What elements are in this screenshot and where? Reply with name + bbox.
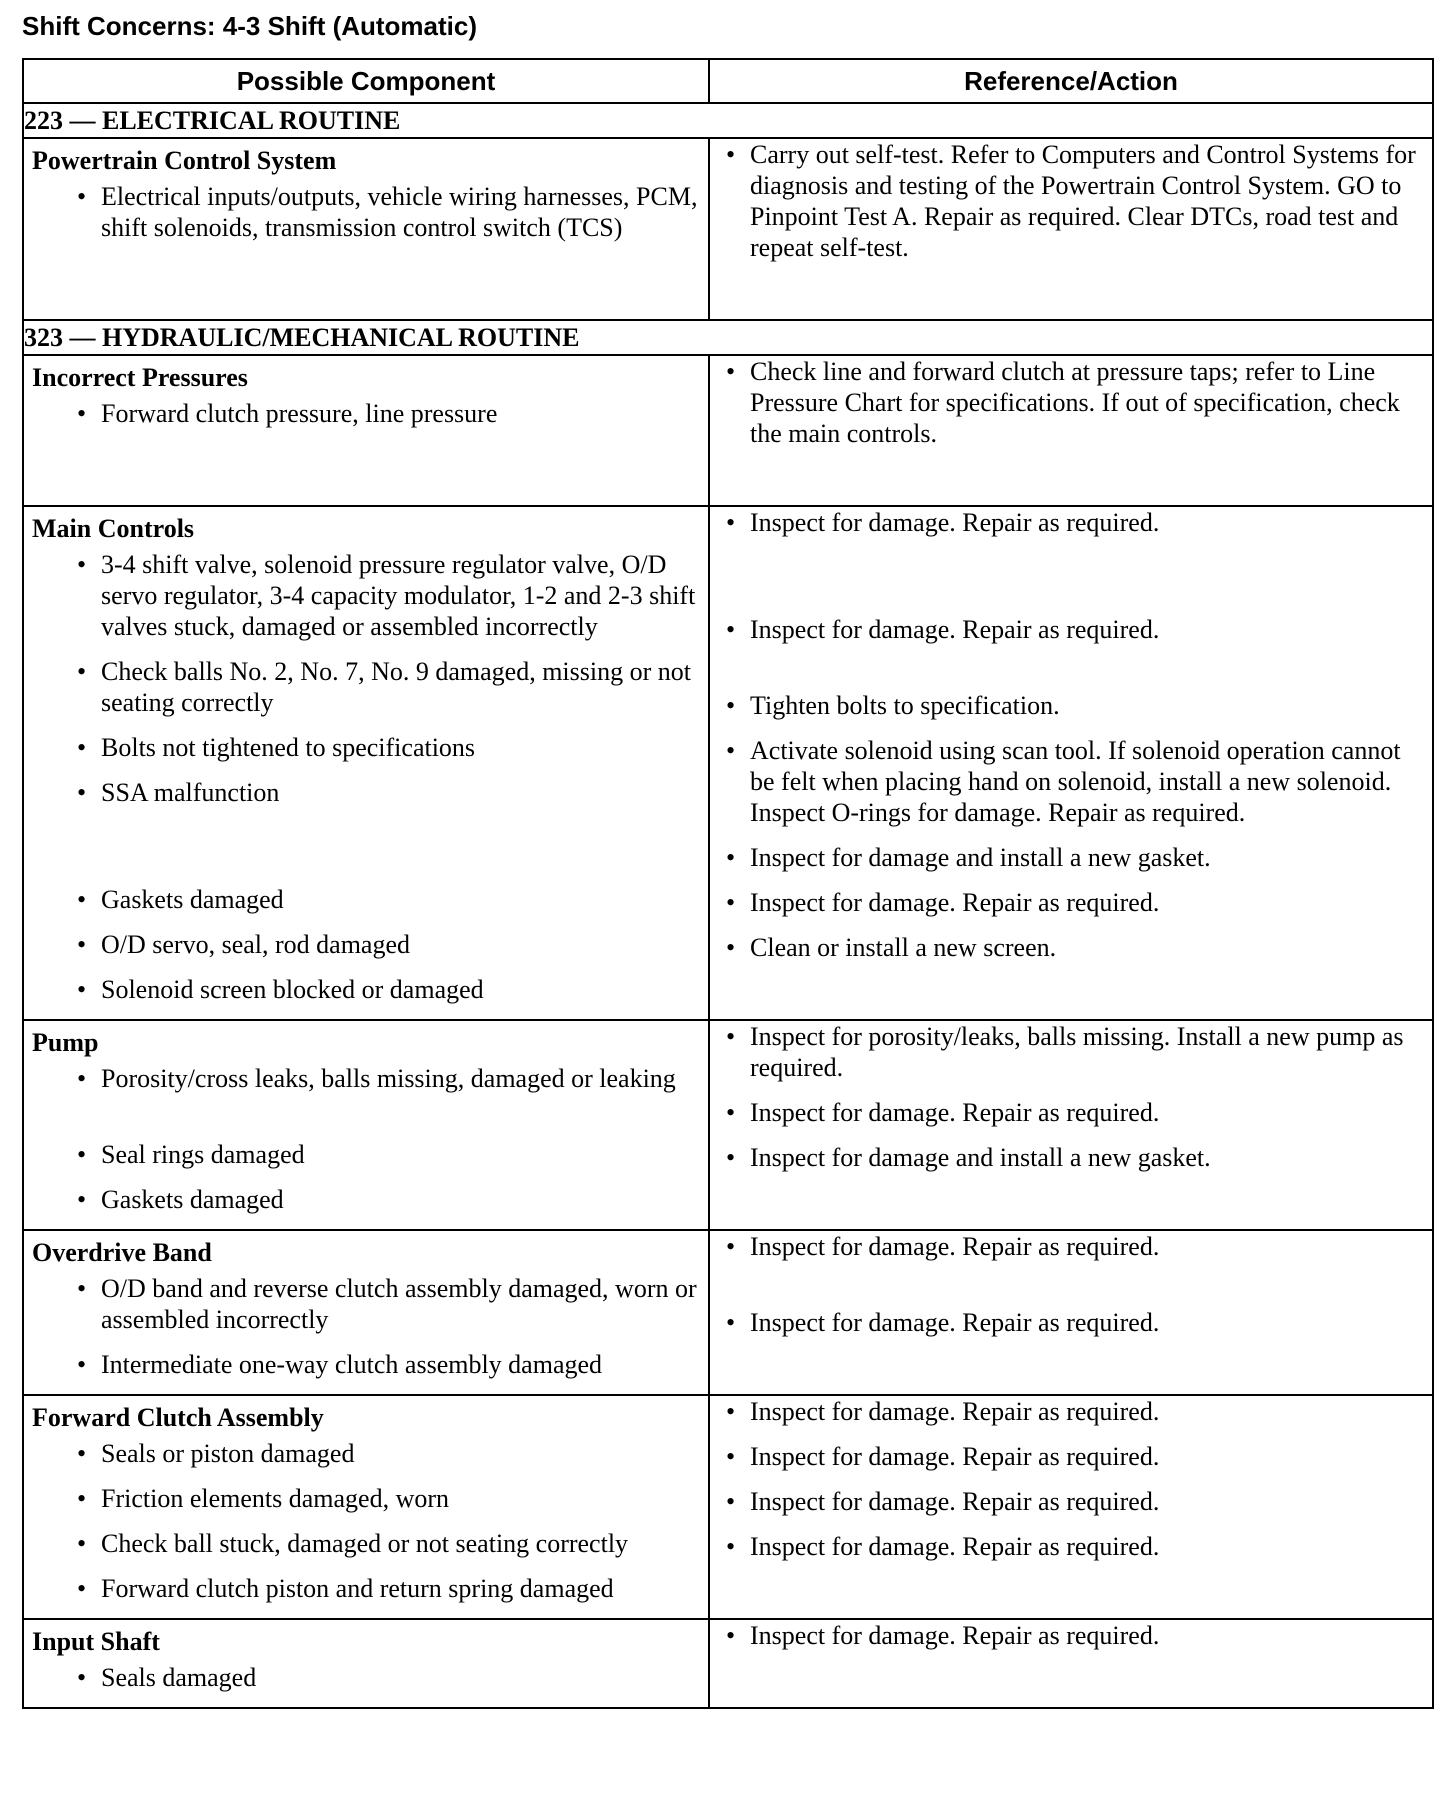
action-cell — [709, 355, 1433, 506]
component-item: • Seal rings damaged — [24, 1139, 708, 1170]
action-item: • Inspect for damage. Repair as required. — [710, 1307, 1432, 1338]
component-item: • Seals damaged — [24, 1662, 708, 1693]
action-item: • Inspect for damage. Repair as required. — [710, 1441, 1432, 1472]
group-title: Forward Clutch Assembly — [32, 1403, 324, 1432]
action-item: • Clean or install a new screen. — [710, 932, 1432, 963]
action-item: • Inspect for damage. Repair as required. — [710, 1097, 1432, 1128]
component-item: • Check balls No. 2, No. 7, No. 9 damaged, missing or not seating correctly — [24, 656, 708, 718]
action-item: • Inspect for damage. Repair as required. — [710, 507, 1432, 600]
component-item: • Forward clutch pressure, line pressure — [24, 398, 708, 491]
action-item: • Inspect for damage. Repair as required. — [710, 1486, 1432, 1517]
group-row — [23, 506, 1433, 1020]
group-title: Main Controls — [32, 514, 195, 543]
group-row — [23, 355, 1433, 506]
action-item: • Inspect for damage and install a new gasket. — [710, 842, 1432, 873]
component-item: • Electrical inputs/outputs, vehicle wiring harnesses, PCM, shift solenoids, transmission control switch (TCS) — [24, 181, 708, 305]
action-item: • Inspect for damage. Repair as required. — [710, 1396, 1432, 1427]
component-item: • Gaskets damaged — [24, 884, 708, 915]
component-item: • Check ball stuck, damaged or not seating correctly — [24, 1528, 708, 1559]
component-item: • SSA malfunction — [24, 777, 708, 870]
group-row — [23, 1230, 1433, 1395]
action-item: • Inspect for damage. Repair as required. — [710, 1620, 1432, 1651]
action-cell — [709, 1230, 1433, 1395]
action-item: • Inspect for damage and install a new gasket. — [710, 1142, 1432, 1173]
action-item: • Inspect for damage. Repair as required. — [710, 1531, 1432, 1562]
action-item: • Activate solenoid using scan tool. If solenoid operation cannot be felt when placing hand on solenoid, install a new solenoid. Inspect O-rings for damage. Repair as required. — [710, 735, 1432, 828]
component-cell — [23, 506, 709, 1020]
action-item: • Tighten bolts to specification. — [710, 690, 1432, 721]
action-cell — [709, 1619, 1433, 1708]
component-item: • O/D servo, seal, rod damaged — [24, 929, 708, 960]
page-title: Shift Concerns: 4-3 Shift (Automatic) — [22, 11, 478, 41]
routine-title: 323 — HYDRAULIC/MECHANICAL ROUTINE — [23, 320, 1433, 355]
shift-concerns-table — [22, 58, 1434, 1709]
group-row — [23, 1020, 1433, 1230]
group-title: Overdrive Band — [32, 1238, 212, 1267]
component-item: • O/D band and reverse clutch assembly damaged, worn or assembled incorrectly — [24, 1273, 708, 1335]
component-cell — [23, 1395, 709, 1619]
header-reference-action: Reference/Action — [709, 59, 1433, 103]
action-cell — [709, 506, 1433, 1020]
group-row — [23, 1619, 1433, 1708]
group-row — [23, 1395, 1433, 1619]
component-item: • 3-4 shift valve, solenoid pressure regulator valve, O/D servo regulator, 3-4 capacity modulator, 1-2 and 2-3 shift valves stuck, damaged or assembled incorrectly — [24, 549, 708, 642]
component-cell — [23, 1619, 709, 1708]
action-cell — [709, 1395, 1433, 1619]
action-item: • Inspect for damage. Repair as required. — [710, 1231, 1432, 1293]
component-item: • Intermediate one-way clutch assembly damaged — [24, 1349, 708, 1380]
component-cell — [23, 355, 709, 506]
action-cell — [709, 1020, 1433, 1230]
group-title: Input Shaft — [32, 1627, 160, 1656]
header-row — [23, 59, 1433, 103]
action-cell — [709, 138, 1433, 320]
routine-title: 223 — ELECTRICAL ROUTINE — [23, 103, 1433, 138]
action-item: • Inspect for damage. Repair as required. — [710, 887, 1432, 918]
component-cell — [23, 1020, 709, 1230]
component-cell — [23, 1230, 709, 1395]
routine-row — [23, 103, 1433, 138]
routine-row — [23, 320, 1433, 355]
component-item: • Solenoid screen blocked or damaged — [24, 974, 708, 1005]
component-item: • Forward clutch piston and return spring damaged — [24, 1573, 708, 1604]
component-item: • Bolts not tightened to specifications — [24, 732, 708, 763]
component-cell — [23, 138, 709, 320]
table-body — [23, 103, 1433, 1708]
component-item: • Seals or piston damaged — [24, 1438, 708, 1469]
group-row — [23, 138, 1433, 320]
component-item: • Friction elements damaged, worn — [24, 1483, 708, 1514]
group-title: Powertrain Control System — [32, 146, 337, 175]
group-title: Pump — [32, 1028, 99, 1057]
header-possible-component: Possible Component — [23, 59, 709, 103]
component-item: • Gaskets damaged — [24, 1184, 708, 1215]
group-title: Incorrect Pressures — [32, 363, 248, 392]
action-item: • Carry out self-test. Refer to Computers and Control Systems for diagnosis and testing of the Powertrain Control System. GO to Pinpoint Test A. Repair as required. Clear DTCs, road test and repeat self-test. — [710, 139, 1432, 263]
action-item: • Check line and forward clutch at pressure taps; refer to Line Pressure Chart for specifications. If out of specification, check the main controls. — [710, 356, 1432, 449]
action-item: • Inspect for porosity/leaks, balls missing. Install a new pump as required. — [710, 1021, 1432, 1083]
component-item: • Porosity/cross leaks, balls missing, damaged or leaking — [24, 1063, 708, 1125]
action-item: • Inspect for damage. Repair as required. — [710, 614, 1432, 676]
